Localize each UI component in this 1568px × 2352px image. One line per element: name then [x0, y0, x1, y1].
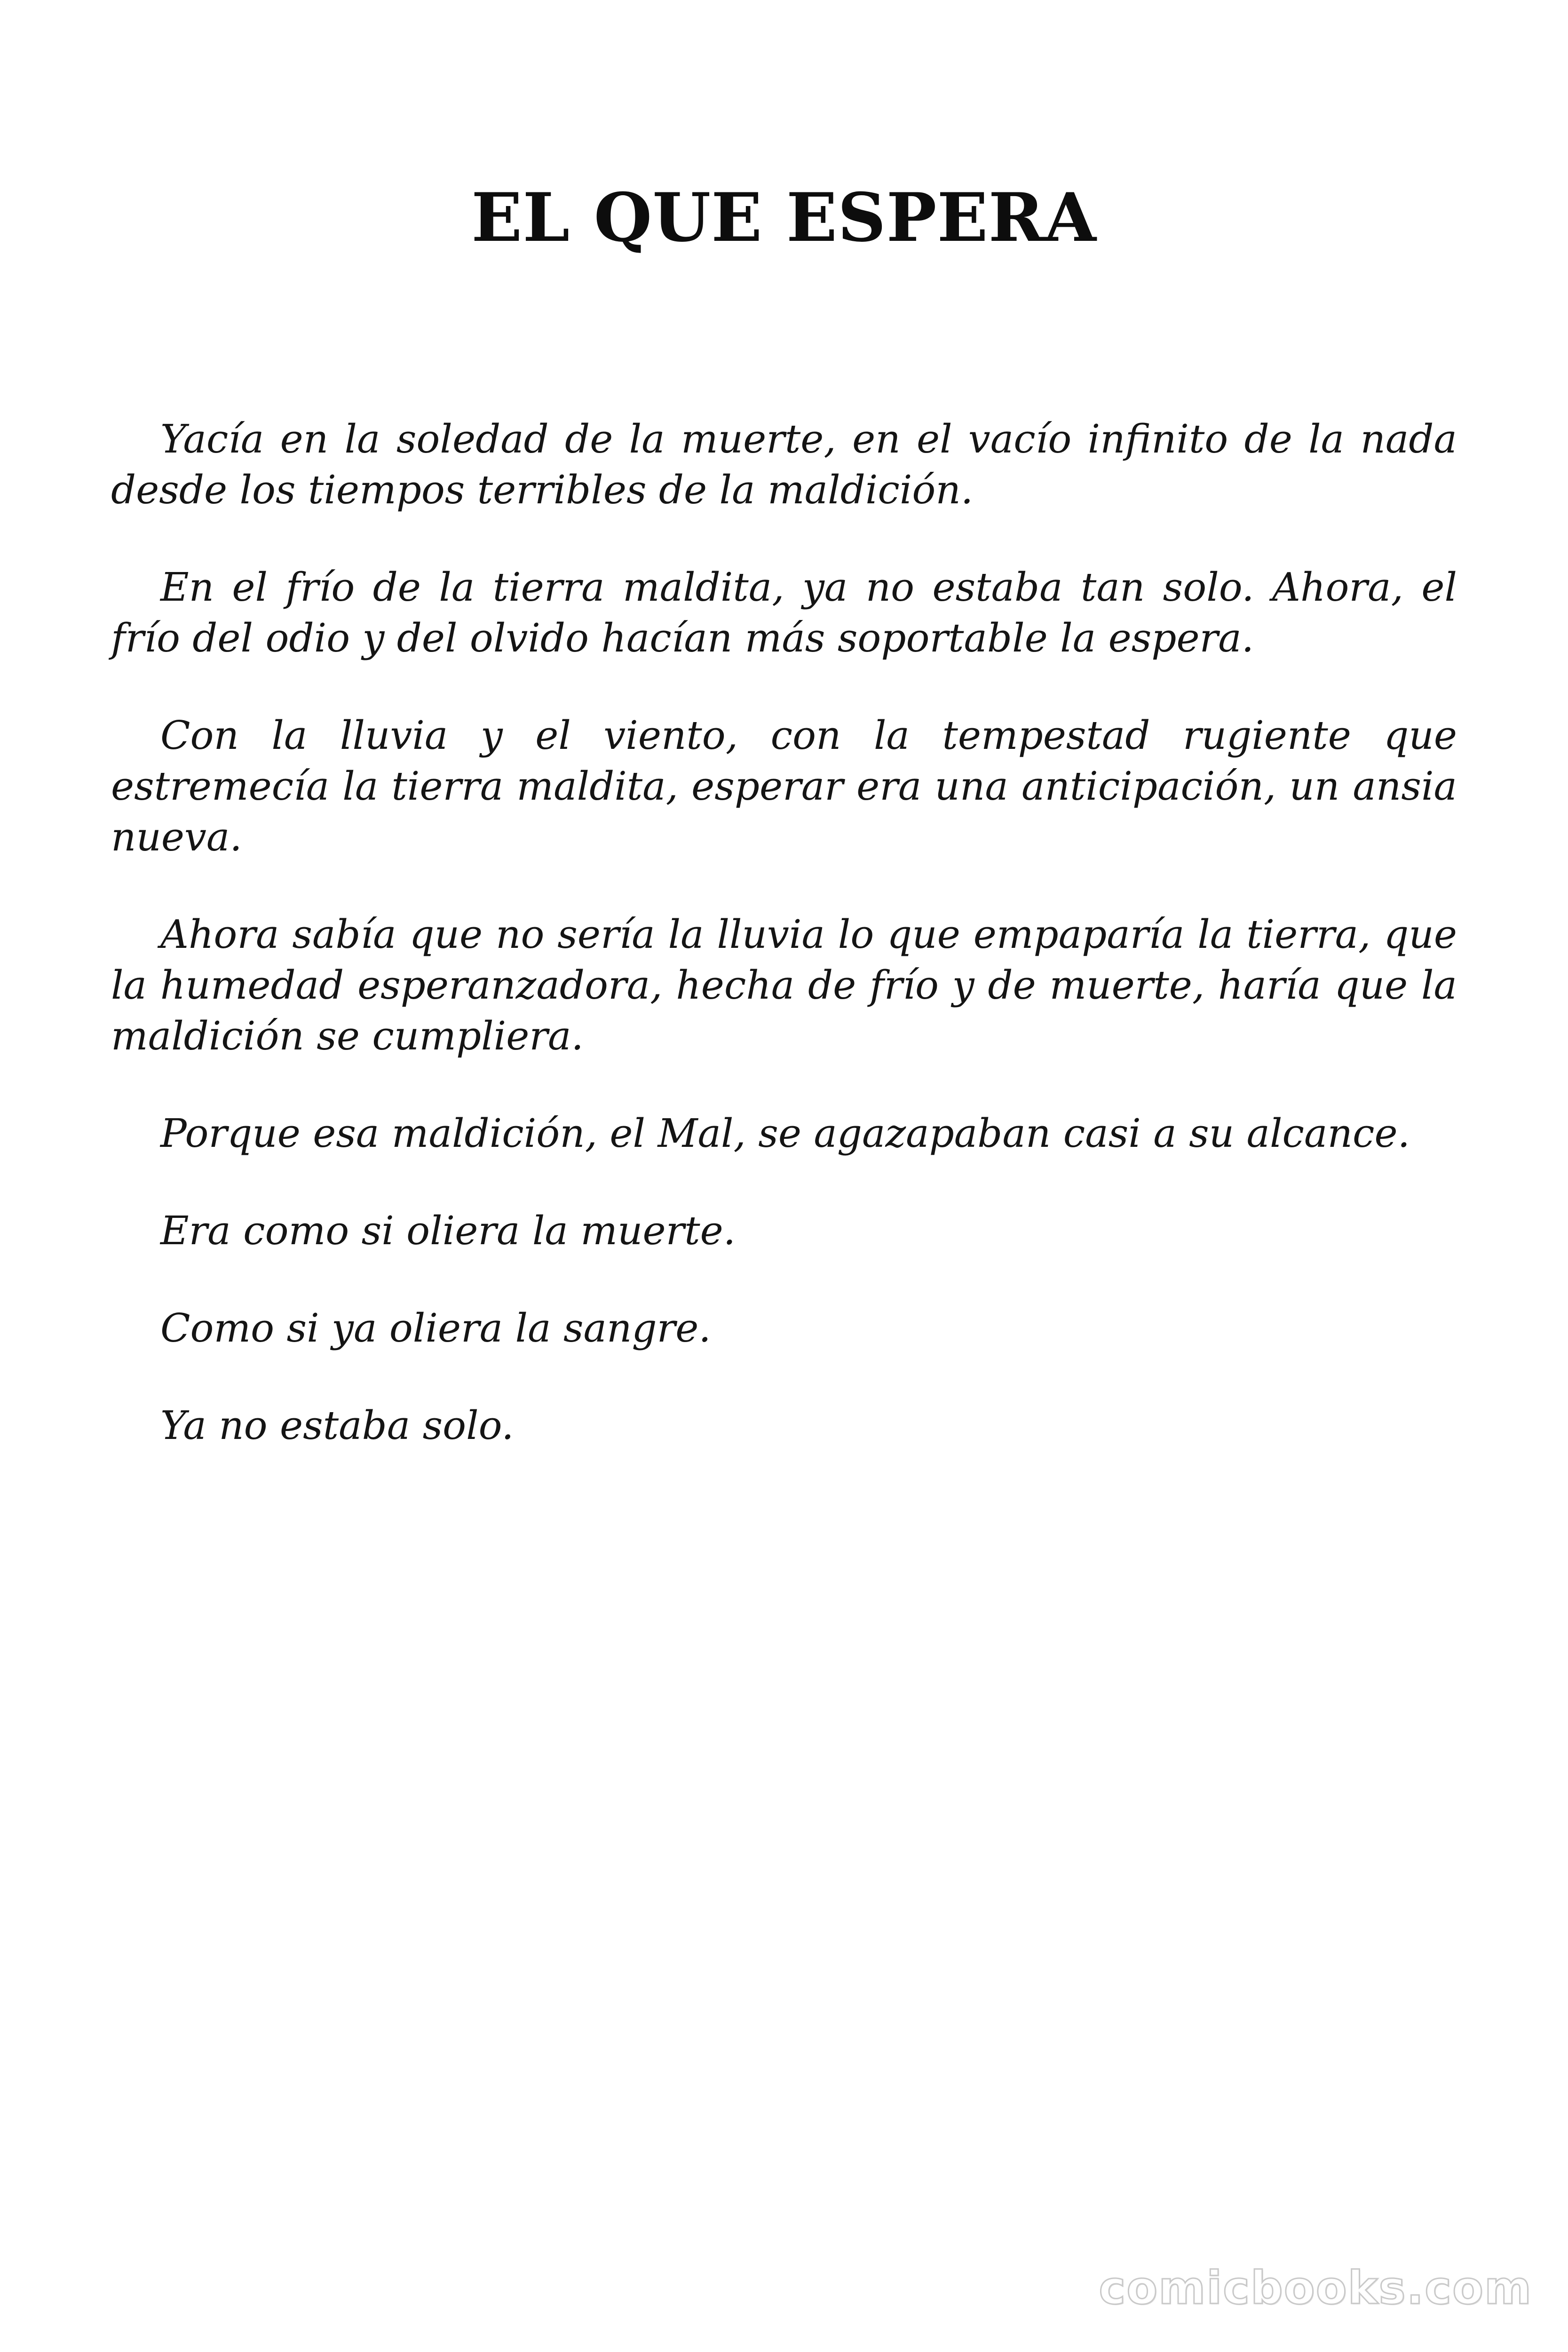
paragraph-8: Ya no estaba solo. [160, 1403, 514, 1448]
paragraph-1: Yacía en la soledad de la muerte, en el vacío infinito de la nada desde los tiempos terribles de la maldición. [111, 416, 1457, 513]
story-body [111, 414, 1457, 1498]
paragraph-4: Ahora sabía que no sería la lluvia lo que empaparía la tierra, que la humedad esperanzadora, hecha de frío y de muerte, haría que la maldición se cumpliera. [111, 912, 1457, 1059]
page-title: EL QUE ESPERA [471, 179, 1097, 257]
watermark-text: comicbooks.com [1099, 2262, 1532, 2314]
paragraph-7: Como si ya oliera la sangre. [160, 1305, 711, 1351]
paragraph-3: Con la lluvia y el viento, con la tempestad rugiente que estremecía la tierra maldita, esperar era una anticipación, un ansia nueva. [111, 713, 1457, 860]
paragraph-2: En el frío de la tierra maldita, ya no estaba tan solo. Ahora, el frío del odio y del olvido hacían más soportable la espera. [111, 564, 1457, 661]
paragraph-5: Porque esa maldición, el Mal, se agazapaban casi a su alcance. [160, 1111, 1410, 1156]
paragraph-6: Era como si oliera la muerte. [160, 1208, 736, 1254]
